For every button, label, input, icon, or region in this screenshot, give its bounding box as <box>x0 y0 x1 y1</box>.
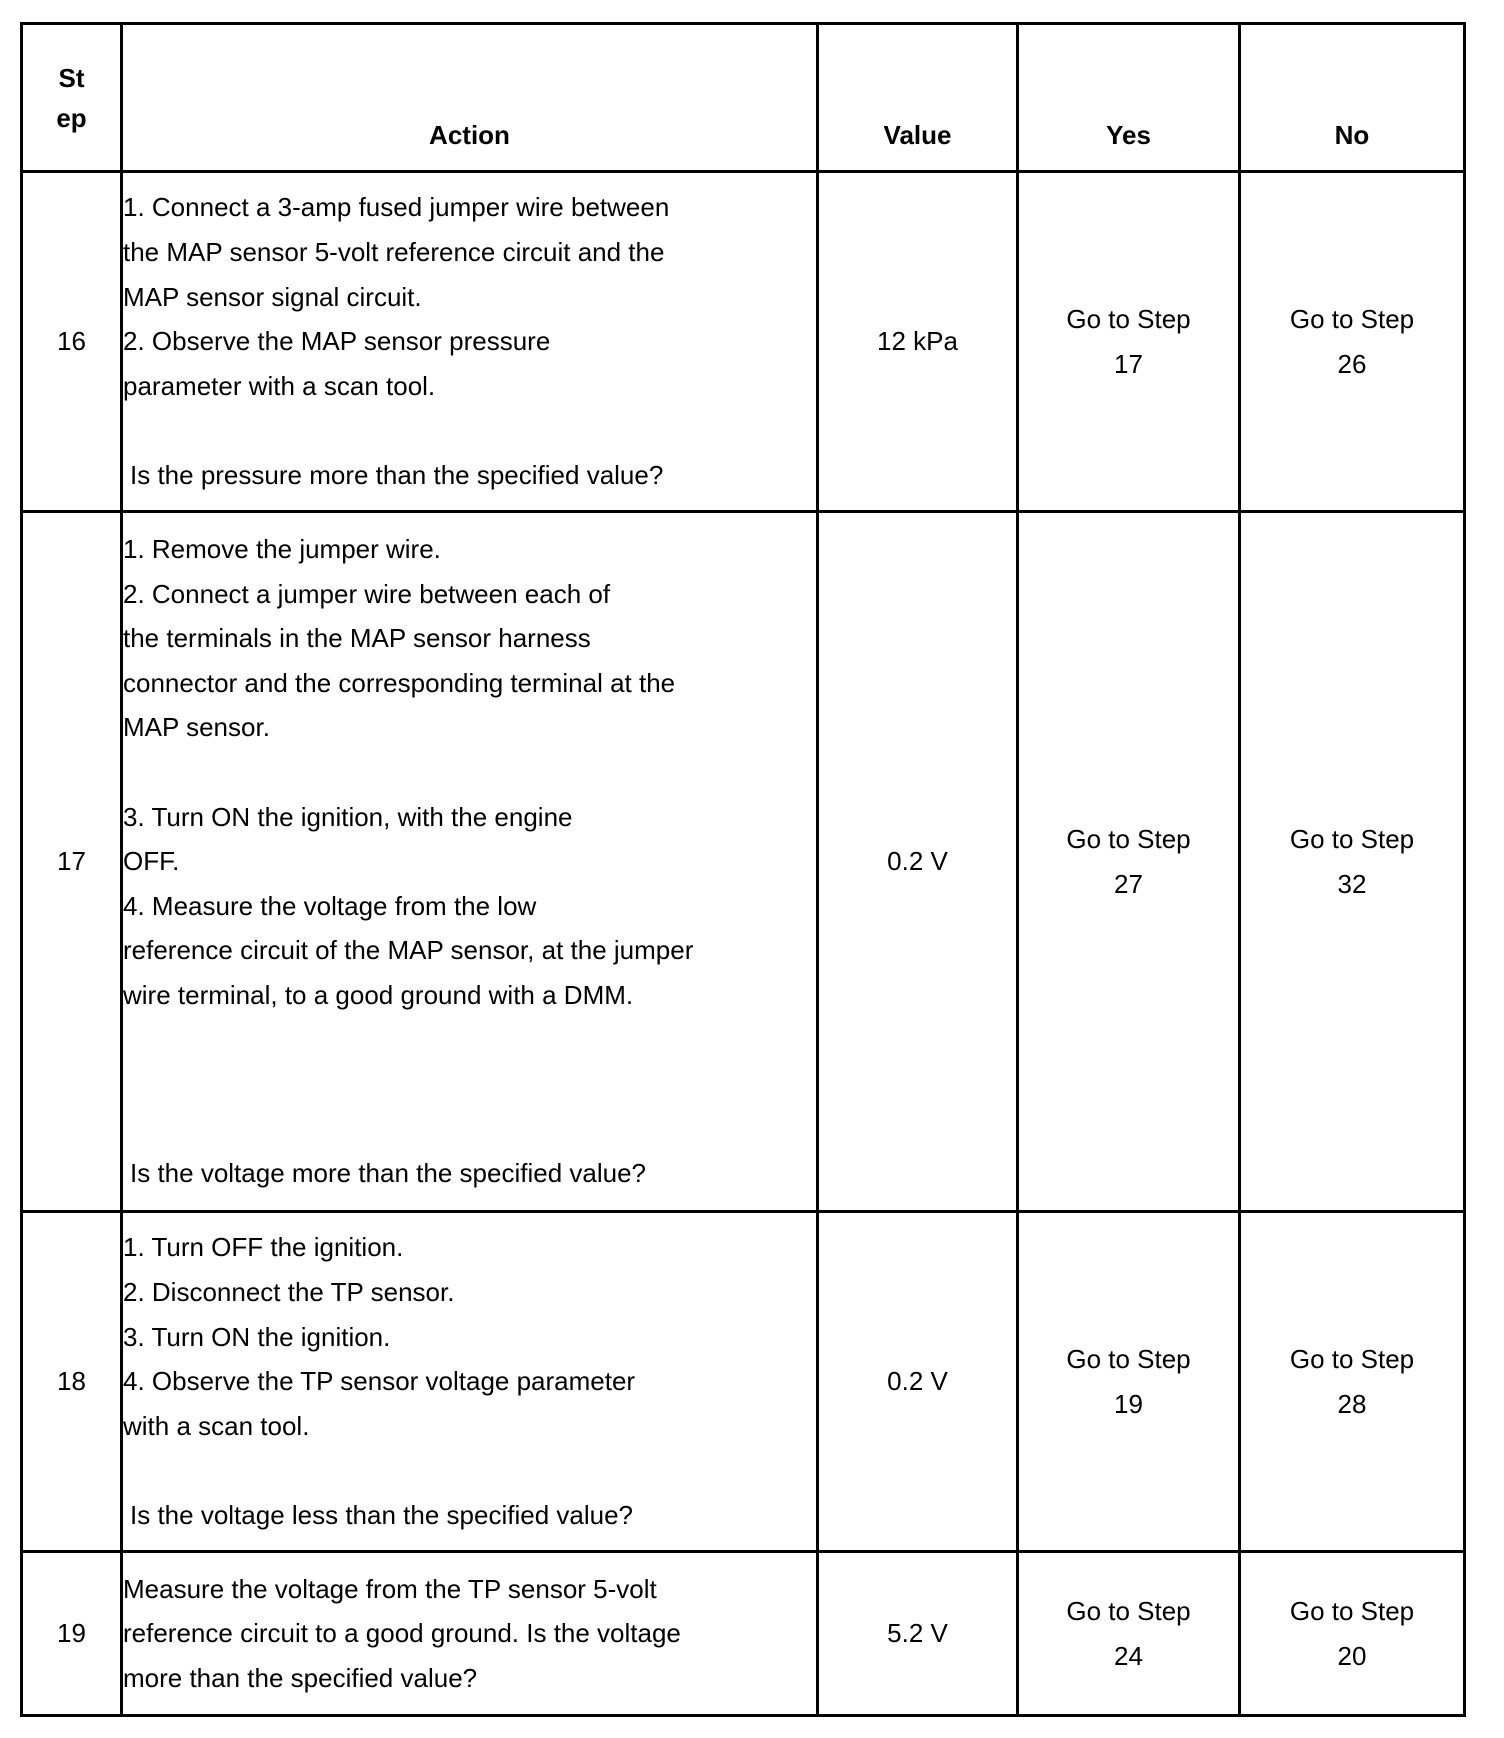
yes-cell: Go to Step 27 <box>1018 512 1240 1212</box>
action-line: reference circuit of the MAP sensor, at the jumper <box>123 935 694 966</box>
diagnostic-steps-table <box>20 22 1466 1717</box>
step-number: 18 <box>22 1212 122 1552</box>
yes-column-header: Yes <box>1018 24 1240 172</box>
action-line: 4. Observe the TP sensor voltage parameter <box>123 1366 636 1397</box>
action-cell <box>122 1552 818 1716</box>
action-question: Is the voltage more than the specified value? <box>130 1158 646 1189</box>
action-line: OFF. <box>123 846 180 877</box>
table-row <box>22 512 1465 1212</box>
action-line: 4. Measure the voltage from the low <box>123 890 537 921</box>
action-question: Is the voltage less than the specified value? <box>130 1499 633 1530</box>
table-row <box>22 1212 1465 1552</box>
action-line: 2. Observe the MAP sensor pressure <box>123 326 551 357</box>
step-number: 17 <box>22 512 122 1212</box>
action-column-header: Action <box>122 24 818 172</box>
action-line: the terminals in the MAP sensor harness <box>123 623 591 654</box>
action-line: Measure the voltage from the TP sensor 5-volt <box>123 1573 657 1604</box>
value-cell: 5.2 V <box>818 1552 1018 1716</box>
table-row <box>22 1552 1465 1716</box>
value-cell: 0.2 V <box>818 512 1018 1212</box>
action-line: 3. Turn ON the ignition. <box>123 1321 391 1352</box>
no-column-header: No <box>1240 24 1465 172</box>
value-cell: 0.2 V <box>818 1212 1018 1552</box>
action-line: 3. Turn ON the ignition, with the engine <box>123 801 573 832</box>
action-line: 2. Connect a jumper wire between each of <box>123 578 611 609</box>
action-cell <box>122 1212 818 1552</box>
header-row <box>22 24 1465 172</box>
no-cell: Go to Step 32 <box>1240 512 1465 1212</box>
action-line: more than the specified value? <box>123 1662 478 1693</box>
no-cell: Go to Step 28 <box>1240 1212 1465 1552</box>
action-line: parameter with a scan tool. <box>123 370 436 401</box>
yes-cell: Go to Step 17 <box>1018 172 1240 512</box>
step-column-header: St ep <box>22 24 122 172</box>
yes-cell: Go to Step 24 <box>1018 1552 1240 1716</box>
step-number: 16 <box>22 172 122 512</box>
action-cell <box>122 172 818 512</box>
no-cell: Go to Step 26 <box>1240 172 1465 512</box>
action-cell <box>122 512 818 1212</box>
action-line: the MAP sensor 5-volt reference circuit and the <box>123 237 665 268</box>
action-line: reference circuit to a good ground. Is the voltage <box>123 1618 681 1649</box>
action-line: with a scan tool. <box>123 1410 310 1441</box>
value-cell: 12 kPa <box>818 172 1018 512</box>
action-line: MAP sensor signal circuit. <box>123 281 422 312</box>
action-line: 1. Remove the jumper wire. <box>123 534 441 565</box>
no-cell: Go to Step 20 <box>1240 1552 1465 1716</box>
action-line: connector and the corresponding terminal at the <box>123 667 676 698</box>
value-column-header: Value <box>818 24 1018 172</box>
action-line: MAP sensor. <box>123 712 270 743</box>
yes-cell: Go to Step 19 <box>1018 1212 1240 1552</box>
action-line: wire terminal, to a good ground with a DMM. <box>123 979 634 1010</box>
action-question: Is the pressure more than the specified value? <box>130 459 664 490</box>
table-row <box>22 172 1465 512</box>
step-number: 19 <box>22 1552 122 1716</box>
action-line: 1. Connect a 3-amp fused jumper wire between <box>123 192 670 223</box>
action-line: 2. Disconnect the TP sensor. <box>123 1277 455 1308</box>
action-line: 1. Turn OFF the ignition. <box>123 1232 404 1263</box>
